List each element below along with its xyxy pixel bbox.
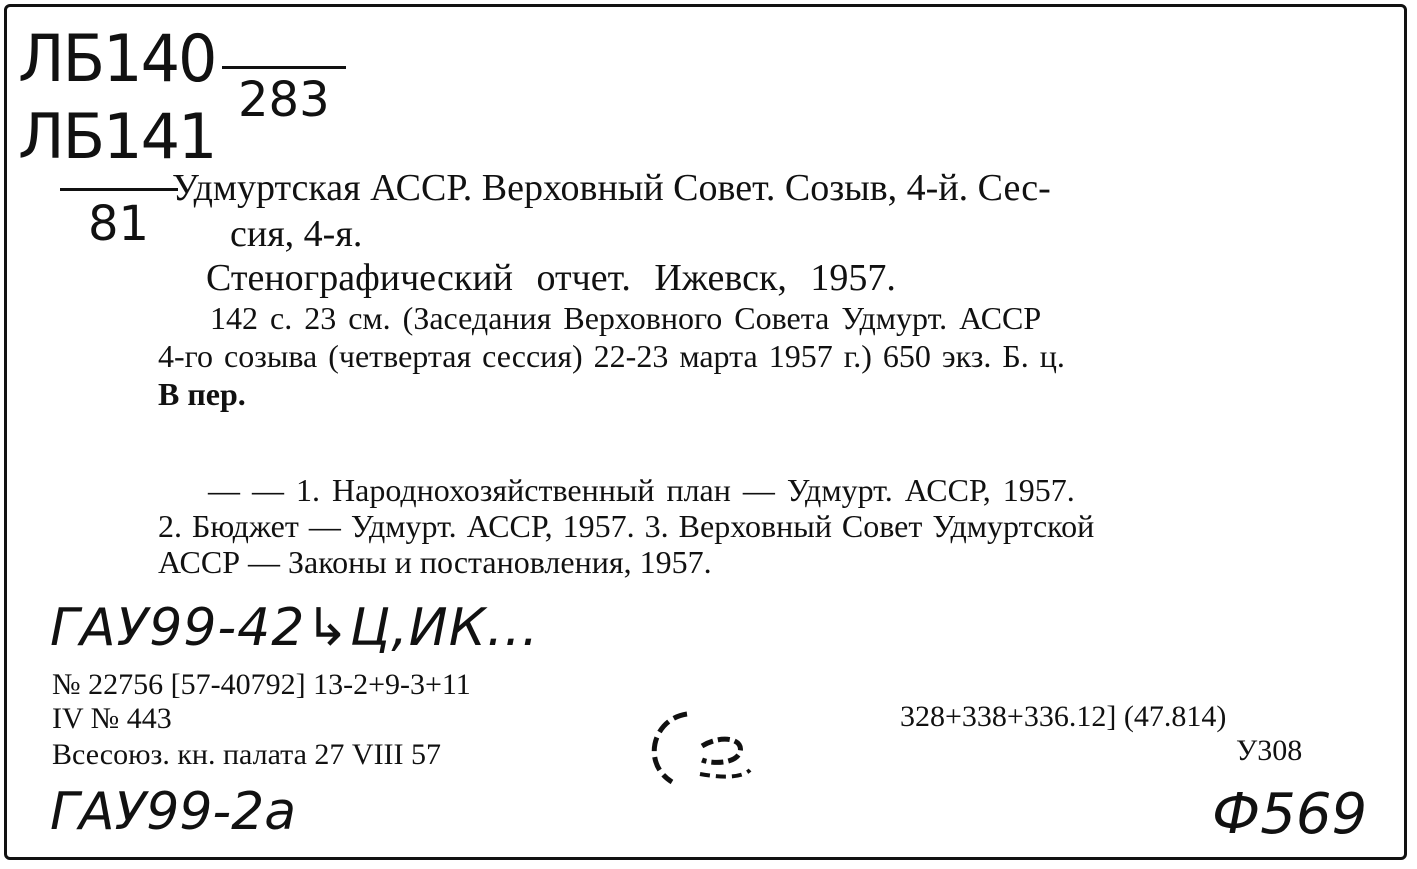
record-description-line1: 142 с. 23 см. (Заседания Верховного Совета Удмурт. АССР <box>210 300 1042 336</box>
record-heading-line1: Удмуртская АССР. Верховный Совет. Созыв, 4-й. Сес- <box>172 167 1051 209</box>
handwritten-number-2: 81 <box>88 196 150 252</box>
record-heading-line2: сия, 4-я. <box>230 213 363 255</box>
round-stamp <box>632 694 772 804</box>
record-title: Стенографический отчет. Ижевск, 1957. <box>206 257 896 299</box>
shelf-code: У308 <box>1236 734 1303 767</box>
record-description-line2: 4-го созыва (четвертая сессия) 22-23 марта 1957 г.) 650 экз. Б. ц. <box>158 338 1065 374</box>
handwritten-code-2: ЛБ141 <box>18 100 216 173</box>
footer-publisher-line: Всесоюз. кн. палата 27 VIII 57 <box>52 738 442 771</box>
handwritten-number-1: 283 <box>238 72 330 128</box>
fraction-line-2 <box>60 188 178 191</box>
record-description-line3: В пер. <box>158 376 246 412</box>
handwritten-code-1: ЛБ140 <box>18 20 216 97</box>
subject-headings-line1: — — 1. Народнохозяйственный план — Удмурт. АССР, 1957. <box>208 472 1075 508</box>
subject-headings-line3: АССР — Законы и постановления, 1957. <box>158 544 712 580</box>
handwritten-gau-note-2: ГАУ99-2а <box>50 782 297 842</box>
footer-number-line: № 22756 [57-40792] 13-2+9-3+11 <box>52 668 471 701</box>
classification-numbers: 328+338+336.12] (47.814) <box>900 700 1227 733</box>
subject-headings-line2: 2. Бюджет — Удмурт. АССР, 1957. 3. Верховный Совет Удмуртской <box>158 508 1095 544</box>
fraction-line-1 <box>222 66 346 69</box>
handwritten-gau-note-1: ГАУ99-42↳Ц,ИК... <box>50 598 540 658</box>
footer-series-line: IV № 443 <box>52 702 172 735</box>
handwritten-f-number: Ф569 <box>1212 782 1368 847</box>
